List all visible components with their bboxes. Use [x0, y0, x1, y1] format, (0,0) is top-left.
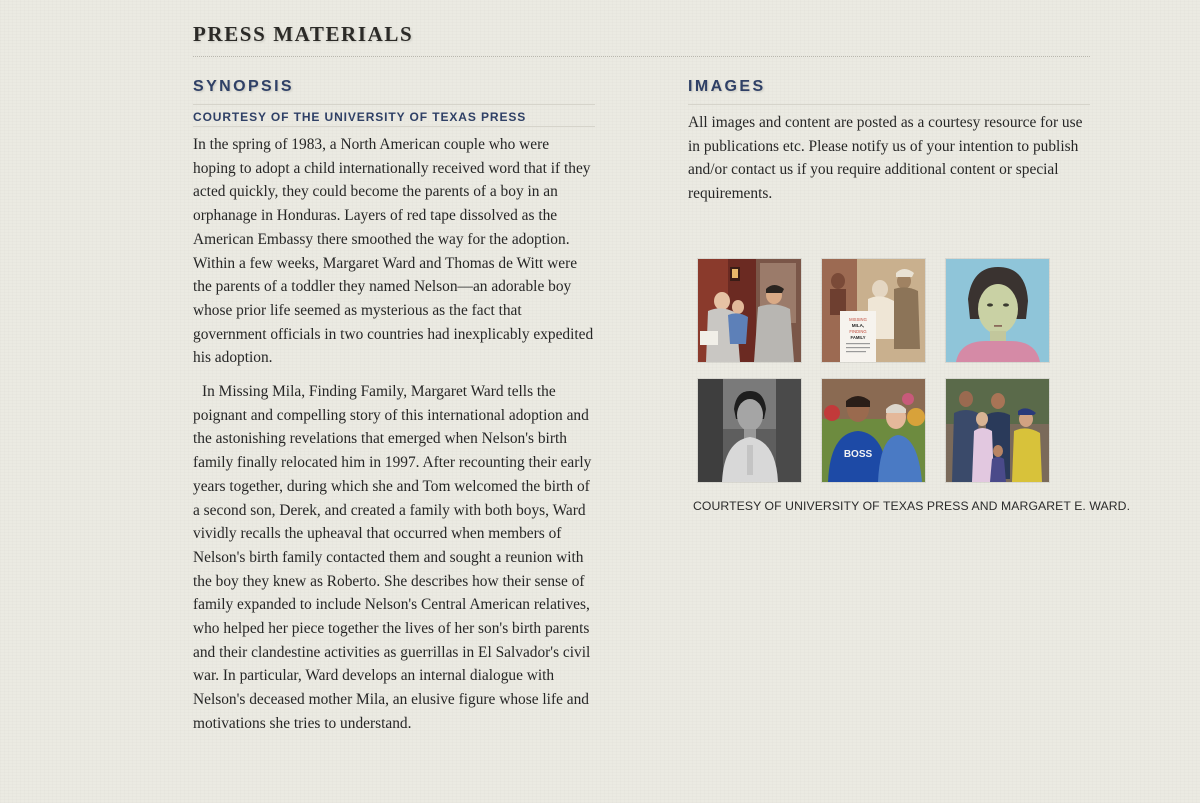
synopsis-courtesy-heading: COURTESY OF THE UNIVERSITY OF TEXAS PRESS [193, 110, 595, 127]
gallery-thumbnail-woman-portrait[interactable] [946, 259, 1049, 362]
book-collage-photo [822, 259, 925, 362]
title-divider [193, 56, 1090, 57]
synopsis-section [193, 78, 595, 736]
synopsis-paragraph: In the spring of 1983, a North American couple who were hoping to adopt a child internationally received word that if they acted quickly, they could become the parents of a boy in an orphanage in Honduras. Layers of red tape dissolved as the American Embassy there smoothed the way for the adoption. Within a few weeks, Margaret Ward and Thomas de Witt were the parents of a toddler they named Nelson—an adorable boy whose prior life seemed as mysterious as the fact that government officials in two countries had inexplicably expedited his adoption. [193, 136, 594, 367]
images-section [688, 78, 1131, 513]
woman-portrait-photo [946, 259, 1049, 362]
family-group-photo [946, 379, 1049, 482]
gallery-thumbnail-book-collage[interactable] [822, 259, 925, 362]
synopsis-body [193, 133, 595, 736]
synopsis-heading: SYNOPSIS [193, 78, 595, 105]
girl-bw-photo [698, 379, 801, 482]
images-intro-text: All images and content are posted as a courtesy resource for use in publications etc. Please notify us of your intention to publish and/or contact us if you require additional content or special requirements. [688, 114, 1083, 202]
book-cover-title-line: FINDING [849, 329, 867, 334]
gallery-thumbnail-family-group[interactable] [946, 379, 1049, 482]
family-doorway-photo [698, 259, 801, 362]
synopsis-paragraph: In Missing Mila, Finding Family, Margaret Ward tells the poignant and compelling story of this international adoption and the astonishing revelations that emerged when Nelson's birth family finally relocated him in 1997. After recounting their early years together, during which she and Tom welcomed the birth of a second son, Derek, and created a family with both boys, Ward vividly recalls the upheaval that occurred when members of Nelson's birth family contacted them and sought a reunion with the boy they knew as Roberto. She describes how their sense of family expanded to include Nelson's Central American relatives, who helped her piece together the lives of her son's birth parents and their clandestine activities as guerrillas in El Salvador's civil war. In particular, Ward develops an internal dialogue with Nelson's deceased mother Mila, an elusive figure whose life and motivations she tries to understand. [193, 383, 592, 732]
book-cover-title-line: MILA, [851, 323, 865, 328]
page-title: PRESS MATERIALS [193, 22, 414, 46]
gallery-thumbnail-two-people-garden[interactable] [822, 379, 925, 482]
shirt-logo-text: BOSS [843, 449, 873, 460]
image-gallery-caption: COURTESY OF UNIVERSITY OF TEXAS PRESS AND MARGARET E. WARD. [693, 499, 1131, 513]
images-heading: IMAGES [688, 78, 1090, 105]
gallery-thumbnail-family-doorway[interactable] [698, 259, 801, 362]
book-cover-title-line: FAMILY [850, 335, 866, 340]
two-people-garden-photo [822, 379, 925, 482]
book-cover-title-line: MISSING [849, 317, 867, 322]
image-gallery [698, 259, 1058, 482]
gallery-thumbnail-girl-bw[interactable] [698, 379, 801, 482]
